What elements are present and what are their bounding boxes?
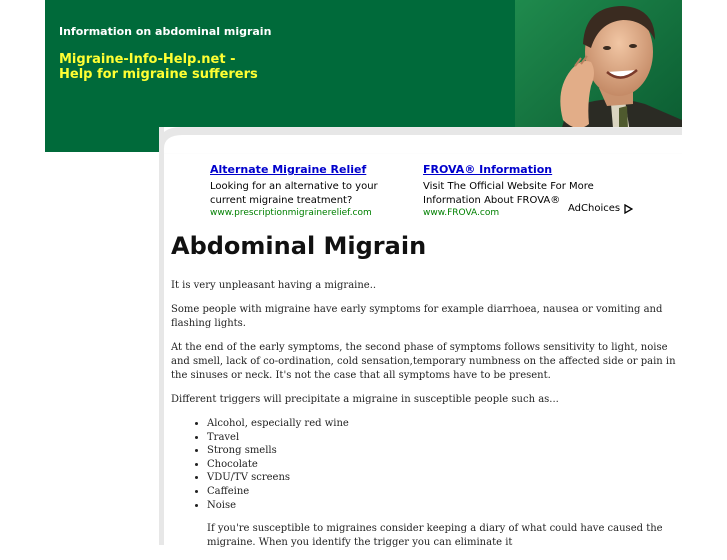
ad-description: Visit The Official Website For More Information About FROVA® <box>423 181 594 206</box>
ad-title-link[interactable]: Alternate Migraine Relief <box>210 163 367 176</box>
paragraph: At the end of the early symptoms, the second phase of symptoms follows sensitivity to light, noise and smell, lack of co-ordination, cold sensation,temporary numbness on the affected side or pain in the sinuses or neck. It's not the case that all symptoms have to be present. <box>171 342 676 381</box>
content-area <box>159 127 687 549</box>
article-body <box>171 279 676 560</box>
list-item: • VDU/TV screens <box>207 471 676 485</box>
site-name-line1: Migraine-Info-Help.net - <box>59 52 236 67</box>
list-item: • Alcohol, especially red wine <box>207 417 676 431</box>
triggers-list <box>171 417 676 512</box>
list-item: • Chocolate <box>207 458 676 472</box>
adchoices-label: AdChoices <box>568 203 621 214</box>
paragraph: Some people with migraine have early symptoms for example diarrhoea, nausea or vomiting and flashing lights. <box>171 304 663 329</box>
ad-title-link[interactable]: FROVA® Information <box>423 163 553 176</box>
list-item: • Noise <box>207 499 676 513</box>
paragraph: Different triggers will precipitate a migraine in susceptible people such as... <box>171 394 559 405</box>
site-name[interactable] <box>59 52 258 82</box>
paragraph: If you're susceptible to migraines consider keeping a diary of what could have caused the migraine. When you identify the trigger you can eliminate it <box>207 523 663 549</box>
page <box>45 0 682 549</box>
tagline: Information on abdominal migrain <box>59 25 272 38</box>
ad-description: Looking for an alternative to your current migraine treatment? <box>210 181 378 206</box>
list-item: • Travel <box>207 431 676 445</box>
page-title: Abdominal Migrain <box>171 232 427 260</box>
ad-url-link[interactable]: www.prescriptionmigrainerelief.com <box>210 208 372 218</box>
list-item: • Strong smells <box>207 444 676 458</box>
tab-curve <box>159 127 682 154</box>
paragraph: It is very unpleasant having a migraine.. <box>171 280 377 291</box>
ad-unit-1[interactable] <box>210 163 410 218</box>
site-name-line2: Help for migraine sufferers <box>59 67 258 82</box>
ad-url-link[interactable]: www.FROVA.com <box>423 208 500 218</box>
adchoices-button[interactable] <box>568 203 633 214</box>
play-triangle-icon <box>623 204 633 214</box>
list-item: • Caffeine <box>207 485 676 499</box>
